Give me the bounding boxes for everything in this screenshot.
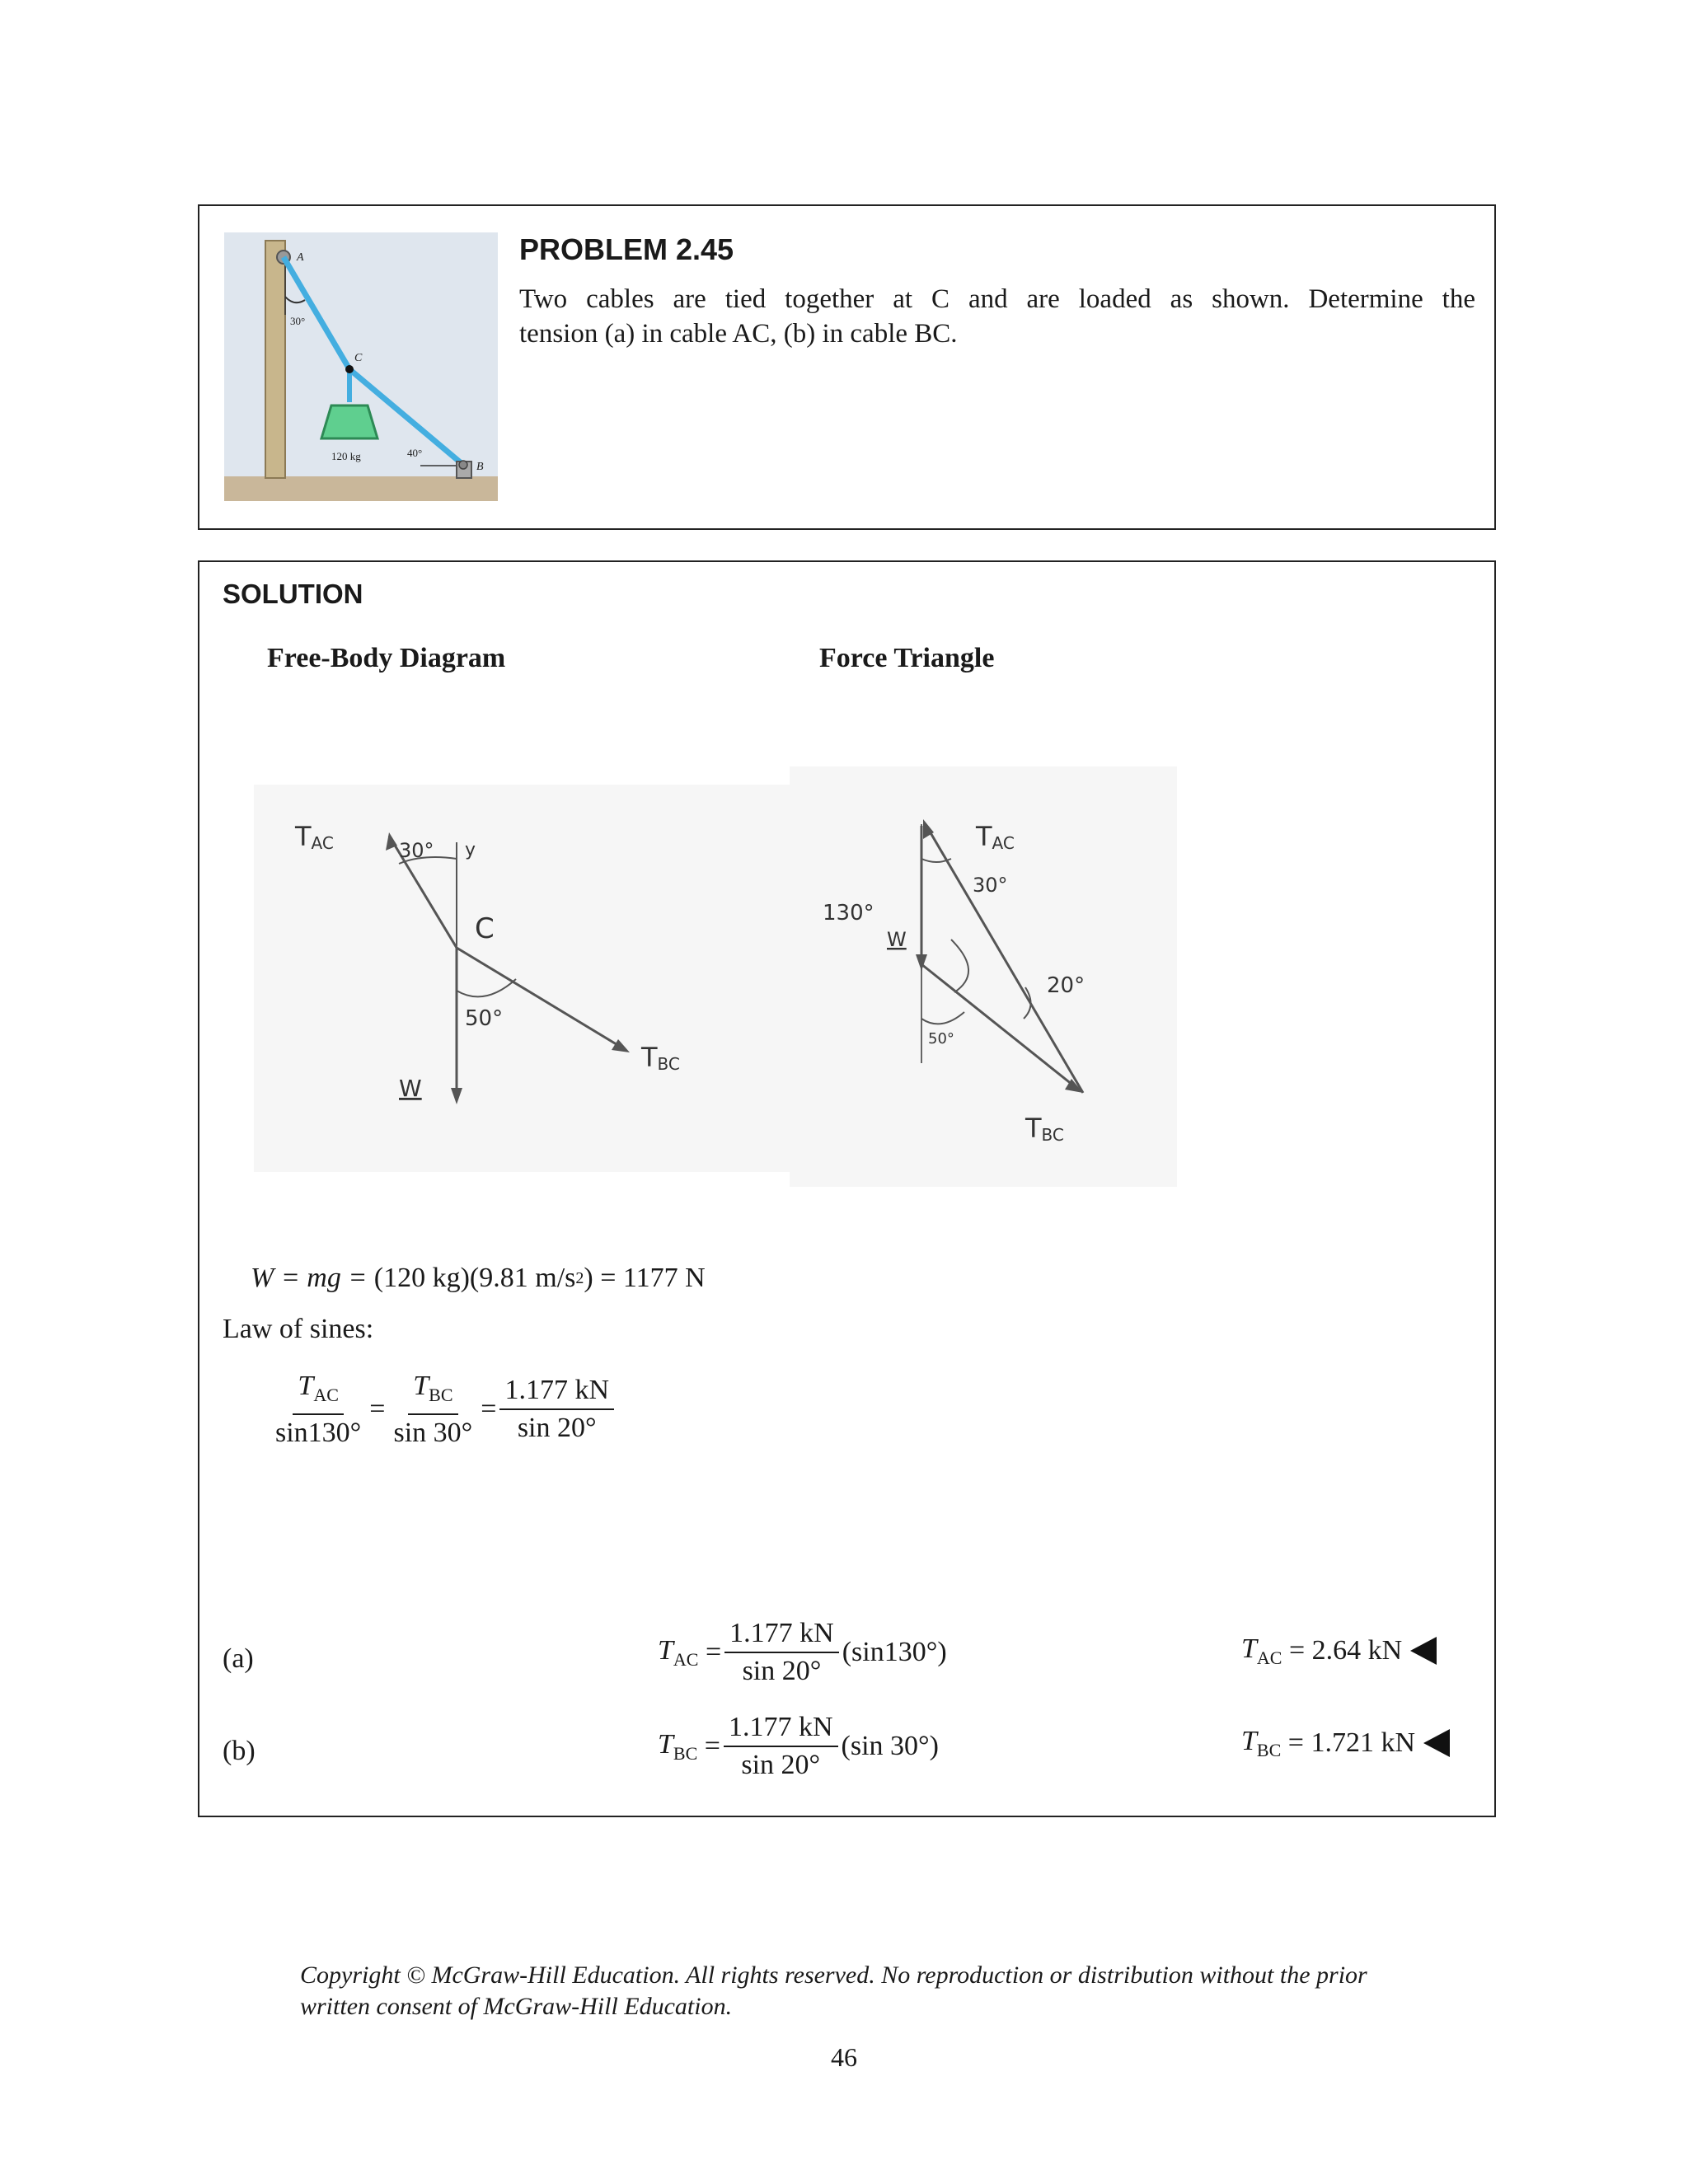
answer-marker-icon — [1410, 1637, 1437, 1665]
triangle-heading: Force Triangle — [819, 643, 995, 673]
fbd-y-axis: y — [465, 840, 476, 860]
fbd-t-ac: TAC — [295, 821, 334, 853]
fig-label-a: A — [297, 251, 304, 264]
triangle-angle-50: 50° — [928, 1030, 954, 1047]
law-of-sines-label: Law of sines: — [223, 1314, 374, 1344]
fbd-heading: Free-Body Diagram — [267, 643, 506, 673]
law-of-sines-equation: $\frac{T_{AC}}{\sin 130^\circ}$ = $\frac{T_{BC}}{\sin 30^\circ}$ = $\frac{1.177 kN}{\sin 20^\circ}$ — [267, 1370, 617, 1450]
answer-marker-icon — [1423, 1729, 1450, 1757]
triangle-angle-130: 130° — [823, 901, 874, 926]
part-b-equation: $T_{BC}$ = $\frac{1.177 kN}{\sin 20^\circ}$ (sin 30°) — [658, 1712, 939, 1780]
problem-figure — [224, 232, 498, 501]
fbd-angle-30: 30° — [399, 839, 434, 862]
problem-title: PROBLEM 2.45 — [519, 232, 734, 266]
triangle-angle-30: 30° — [973, 874, 1008, 897]
fbd-angle-50: 50° — [465, 1006, 504, 1031]
page-number: 46 — [831, 2042, 857, 2072]
problem-statement-line2: tension (a) in cable AC, (b) in cable BC. — [519, 319, 958, 349]
triangle-angle-20: 20° — [1047, 973, 1085, 998]
fbd-point-c: C — [475, 912, 495, 945]
fig-mass: 120 kg — [331, 450, 361, 462]
part-b-label: (b) — [223, 1736, 256, 1766]
part-a-label: (a) — [223, 1643, 254, 1674]
fig-angle-b: 40° — [407, 447, 423, 459]
weight-equation: W = mg = (120 kg) (9.81 m/s 2 ) = 1177 N — [251, 1263, 706, 1293]
part-a-answer: $T_{AC}$ = 2.64 kN — [1241, 1633, 1437, 1669]
free-body-diagram — [254, 785, 790, 1172]
fig-angle-a: 30° — [290, 315, 306, 327]
problem-statement-line1: Two cables are tied together at C and are loaded as shown. Determine the — [519, 284, 1475, 314]
copyright-notice: Copyright © McGraw-Hill Education. All rights reserved. No reproduction or distribution without the prior written consent of McGraw-Hill Education. — [300, 1961, 1367, 2020]
fbd-t-bc: TBC — [641, 1042, 680, 1074]
solution-box — [198, 560, 1496, 1817]
triangle-t-bc: TBC — [1025, 1113, 1064, 1145]
triangle-w: W — [887, 928, 907, 951]
triangle-t-ac: TAC — [976, 821, 1015, 853]
problem-box — [198, 204, 1496, 530]
fbd-w: W — [399, 1075, 422, 1102]
part-b-answer: $T_{BC}$ = 1.721 kN — [1241, 1726, 1450, 1761]
part-a-equation: $T_{AC}$ = $\frac{1.177 kN}{\sin 20^\circ}$ (sin130°) — [658, 1618, 947, 1686]
fig-label-b: B — [476, 461, 484, 473]
fig-label-c: C — [354, 352, 363, 364]
force-triangle — [790, 766, 1177, 1187]
solution-title: SOLUTION — [223, 579, 363, 609]
